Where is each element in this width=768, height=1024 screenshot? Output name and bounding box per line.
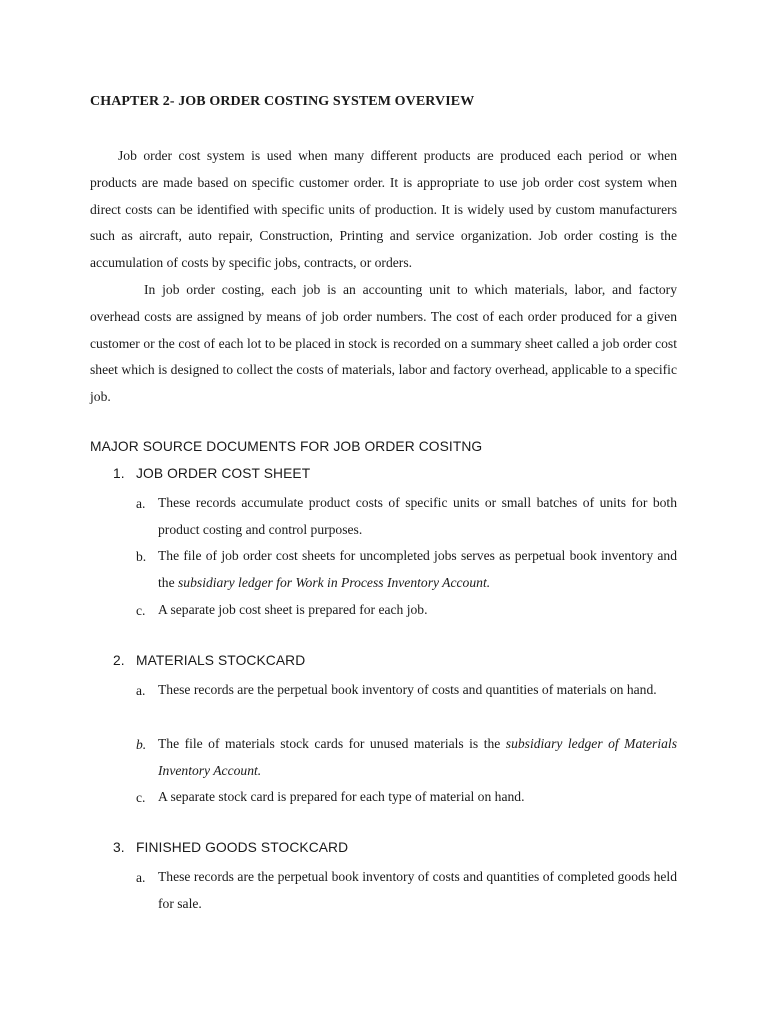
item-letter: c.: [136, 790, 146, 805]
section-title-materials-stockcard: MATERIALS STOCKCARD: [136, 653, 306, 668]
item-letter: b.: [136, 737, 147, 752]
section-number: 1.: [113, 466, 125, 481]
section-title-job-order-cost-sheet: JOB ORDER COST SHEET: [136, 466, 311, 481]
item-letter: c.: [136, 603, 146, 618]
intro-paragraph: Job order cost system is used when many different products are produced each period or when products are made based on specific customer order. It is appropriate to use job order cost system when direct costs can be identified with specific units of production. It is widely used by custom manufacturers such as aircraft, auto repair, Construction, Printing and service organization. Job order costing is the accumulation of costs by specific jobs, contracts, or orders.: [90, 148, 677, 271]
list-item-text: A separate job cost sheet is prepared for each job.: [158, 602, 428, 617]
section-number: 3.: [113, 840, 125, 855]
list-item-text: The file of materials stock cards for unused materials is the subsidiary ledger of Materials Inventory Account.: [158, 736, 677, 778]
chapter-title: CHAPTER 2- JOB ORDER COSTING SYSTEM OVERVIEW: [90, 94, 475, 109]
list-item-text: A separate stock card is prepared for each type of material on hand.: [158, 789, 525, 804]
item-letter: a.: [136, 496, 146, 511]
list-item-text: These records are the perpetual book inventory of costs and quantities of completed goods held for sale.: [158, 869, 677, 911]
list-item-text: These records accumulate product costs of specific units or small batches of units for both product costing and control purposes.: [158, 495, 677, 537]
item-letter: a.: [136, 870, 146, 885]
list-item-text: These records are the perpetual book inventory of costs and quantities of materials on hand.: [158, 682, 657, 697]
item-letter: b.: [136, 549, 147, 564]
list-item-text: The file of job order cost sheets for uncompleted jobs serves as perpetual book inventory and the subsidiary ledger for Work in Process Inventory Account.: [158, 548, 677, 590]
italic-term: subsidiary ledger for Work in Process Inventory Account.: [178, 574, 491, 590]
item-letter: a.: [136, 683, 146, 698]
major-source-documents-heading: MAJOR SOURCE DOCUMENTS FOR JOB ORDER COSITNG: [90, 439, 483, 454]
job-order-costing-paragraph: In job order costing, each job is an accounting unit to which materials, labor, and factory overhead costs are assigned by means of job order numbers. The cost of each order produced for a given customer or the cost of each lot to be placed in stock is recorded on a summary sheet called a job order cost sheet which is designed to collect the costs of materials, labor and factory overhead, applicable to a specific job.: [90, 282, 677, 405]
section-number: 2.: [113, 653, 125, 668]
section-title-finished-goods-stockcard: FINISHED GOODS STOCKCARD: [136, 840, 349, 855]
italic-term: subsidiary ledger of Materials Inventory Account.: [158, 736, 677, 778]
